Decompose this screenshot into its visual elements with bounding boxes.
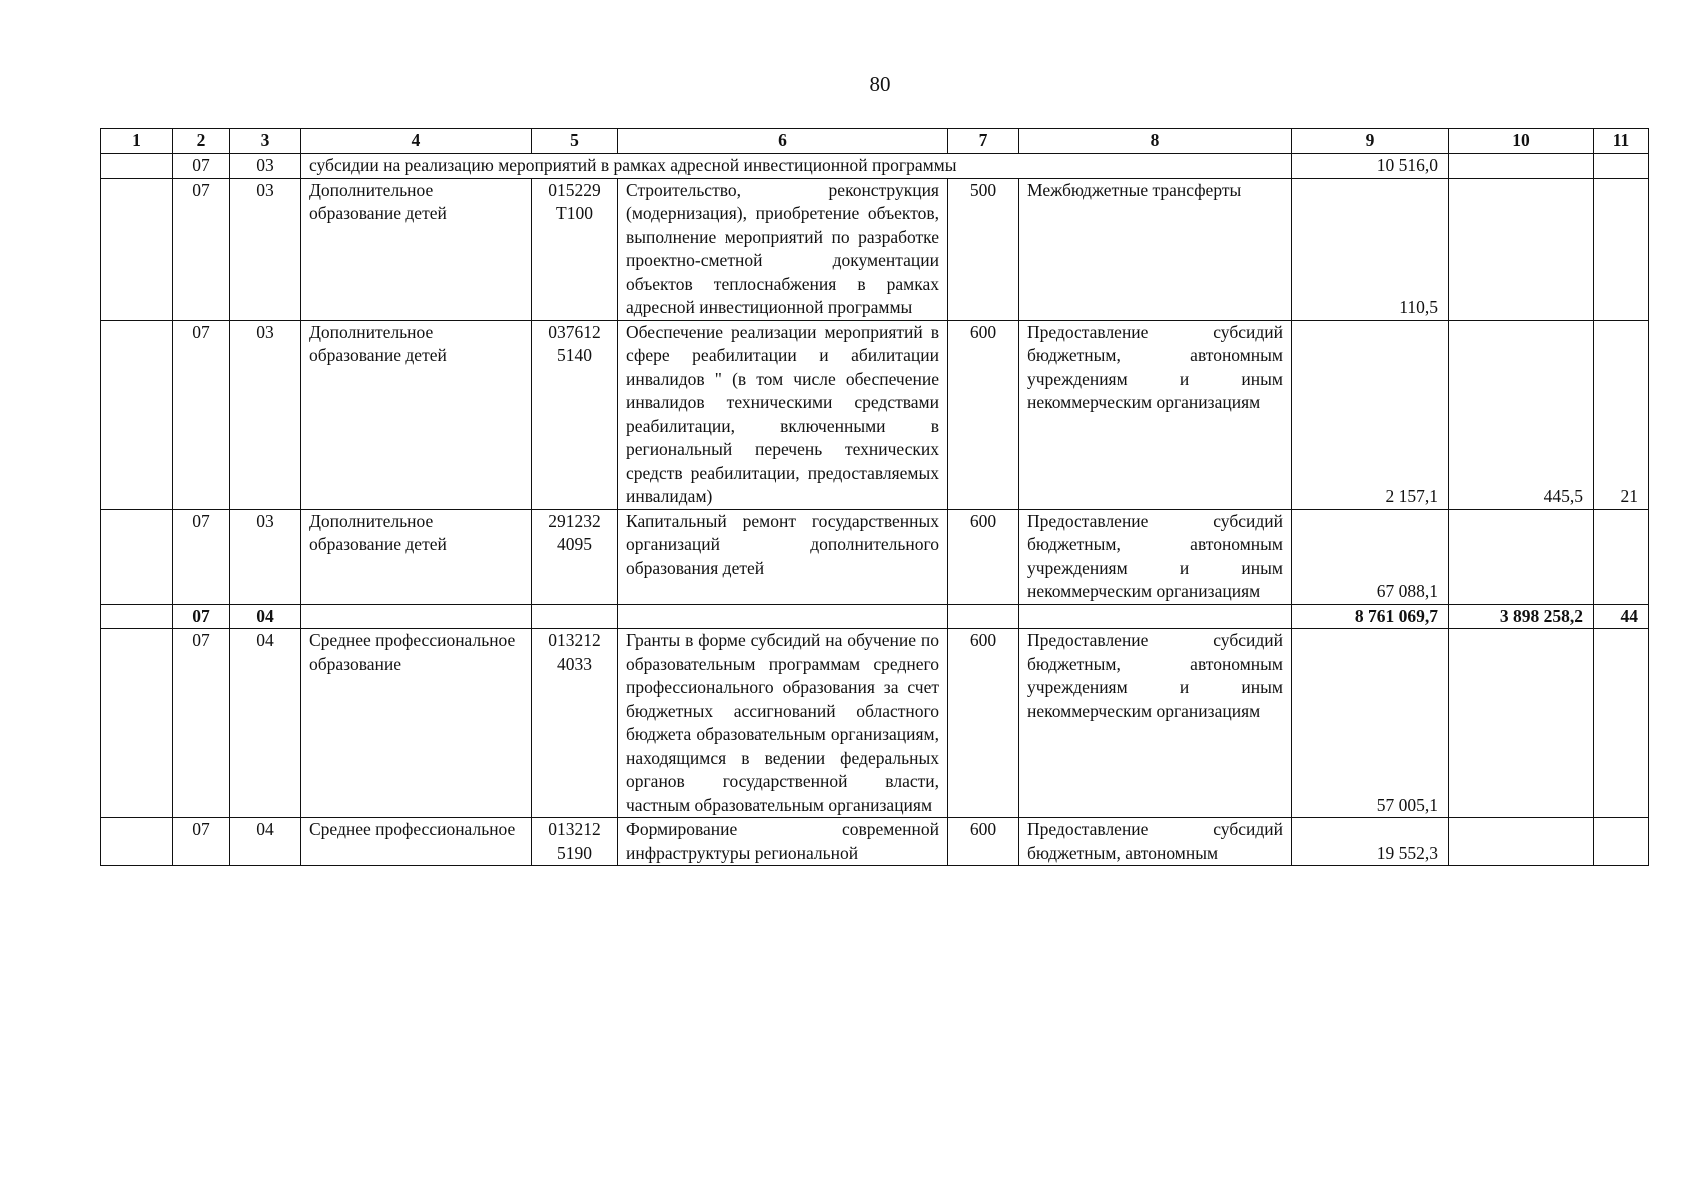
cell-col11 [1594, 154, 1649, 179]
cell-target-name: Гранты в форме субсидий на обучение по образовательным программам среднего профессионального образования за счет бюджетных ассигнований областного бюджета образовательным организациям, находящимся в ведении федеральных органов государственной власти, частным образовательным организациям [618, 629, 948, 818]
col-header: 3 [230, 129, 301, 154]
cell-section: 07 [173, 818, 230, 866]
cell-expense-name: Предоставление субсидий бюджетным, автономным [1019, 818, 1292, 866]
cell-col1 [101, 604, 173, 629]
col-header: 10 [1449, 129, 1594, 154]
cell-col11 [1594, 509, 1649, 604]
cell-amount: 10 516,0 [1292, 154, 1449, 179]
cell-col1 [101, 509, 173, 604]
subtotal-row [101, 604, 1649, 629]
cell-subsection-name: Среднее профессиональное [301, 818, 532, 866]
cell-col10 [1449, 818, 1594, 866]
cell-expense-name: Межбюджетные трансферты [1019, 178, 1292, 320]
cell-amount: 57 005,1 [1292, 629, 1449, 818]
budget-table [100, 128, 1649, 866]
cell-target-code: 037612 5140 [532, 320, 618, 509]
cell-span-description: субсидии на реализацию мероприятий в рамках адресной инвестиционной программы [301, 154, 1292, 179]
cell-subsection: 03 [230, 320, 301, 509]
col-header: 7 [948, 129, 1019, 154]
cell-amount: 2 157,1 [1292, 320, 1449, 509]
col-header: 1 [101, 129, 173, 154]
cell-expense-name: Предоставление субсидий бюджетным, автономным учреждениям и иным некоммерческим организациям [1019, 320, 1292, 509]
cell-col10 [1449, 178, 1594, 320]
col-header: 9 [1292, 129, 1449, 154]
cell-section: 07 [173, 509, 230, 604]
header-row [101, 129, 1649, 154]
cell-amount: 67 088,1 [1292, 509, 1449, 604]
cell-target-name [618, 604, 948, 629]
cell-expense-name: Предоставление субсидий бюджетным, автономным учреждениям и иным некоммерческим организациям [1019, 629, 1292, 818]
cell-subsection-name: Дополнительное образование детей [301, 320, 532, 509]
cell-expense-code: 600 [948, 320, 1019, 509]
cell-expense-code [948, 604, 1019, 629]
cell-col11 [1594, 178, 1649, 320]
cell-expense-name [1019, 604, 1292, 629]
cell-section: 07 [173, 178, 230, 320]
cell-col1 [101, 154, 173, 179]
cell-target-name: Обеспечение реализации мероприятий в сфере реабилитации и абилитации инвалидов " (в том числе обеспечение инвалидов техническими средствами реабилитации, включенными в региональный перечень технических средств реабилитации, предоставляемых инвалидам) [618, 320, 948, 509]
cell-subsection: 03 [230, 509, 301, 604]
cell-expense-name: Предоставление субсидий бюджетным, автономным учреждениям и иным некоммерческим организациям [1019, 509, 1292, 604]
cell-target-code: 013212 4033 [532, 629, 618, 818]
cell-amount: 110,5 [1292, 178, 1449, 320]
page-number: 80 [869, 72, 891, 96]
cell-col1 [101, 178, 173, 320]
cell-amount: 8 761 069,7 [1292, 604, 1449, 629]
cell-col1 [101, 818, 173, 866]
cell-target-code: 015229 T100 [532, 178, 618, 320]
cell-subsection-name: Среднее профессиональное образование [301, 629, 532, 818]
cell-subsection: 03 [230, 154, 301, 179]
cell-col10: 3 898 258,2 [1449, 604, 1594, 629]
cell-expense-code: 600 [948, 818, 1019, 866]
col-header: 11 [1594, 129, 1649, 154]
cell-col1 [101, 320, 173, 509]
cell-subsection: 03 [230, 178, 301, 320]
cell-col10 [1449, 154, 1594, 179]
cell-target-code: 291232 4095 [532, 509, 618, 604]
cell-col1 [101, 629, 173, 818]
table-row [101, 178, 1649, 320]
col-header: 2 [173, 129, 230, 154]
table-row [101, 509, 1649, 604]
col-header: 8 [1019, 129, 1292, 154]
cell-expense-code: 600 [948, 629, 1019, 818]
cell-subsection-name: Дополнительное образование детей [301, 509, 532, 604]
cell-subsection: 04 [230, 629, 301, 818]
col-header: 4 [301, 129, 532, 154]
col-header: 6 [618, 129, 948, 154]
cell-col10: 445,5 [1449, 320, 1594, 509]
cell-col11: 44 [1594, 604, 1649, 629]
cell-target-name: Строительство, реконструкция (модернизация), приобретение объектов, выполнение мероприятий по разработке проектно-сметной документации объектов теплоснабжения в рамках адресной инвестиционной программы [618, 178, 948, 320]
cell-subsection-name [301, 604, 532, 629]
cell-target-name: Формирование современной инфраструктуры региональной [618, 818, 948, 866]
cell-col11 [1594, 629, 1649, 818]
cell-target-name: Капитальный ремонт государственных организаций дополнительного образования детей [618, 509, 948, 604]
cell-target-code: 013212 5190 [532, 818, 618, 866]
cell-section: 07 [173, 154, 230, 179]
table-row [101, 629, 1649, 818]
cell-col10 [1449, 509, 1594, 604]
cell-col11 [1594, 818, 1649, 866]
cell-section: 07 [173, 320, 230, 509]
cell-subsection: 04 [230, 818, 301, 866]
table-row [101, 320, 1649, 509]
cell-amount: 19 552,3 [1292, 818, 1449, 866]
cell-col10 [1449, 629, 1594, 818]
cell-section: 07 [173, 629, 230, 818]
cell-expense-code: 600 [948, 509, 1019, 604]
col-header: 5 [532, 129, 618, 154]
table-row [101, 154, 1649, 179]
table-row [101, 818, 1649, 866]
cell-target-code [532, 604, 618, 629]
cell-expense-code: 500 [948, 178, 1019, 320]
cell-section: 07 [173, 604, 230, 629]
cell-subsection: 04 [230, 604, 301, 629]
cell-col11: 21 [1594, 320, 1649, 509]
cell-subsection-name: Дополнительное образование детей [301, 178, 532, 320]
